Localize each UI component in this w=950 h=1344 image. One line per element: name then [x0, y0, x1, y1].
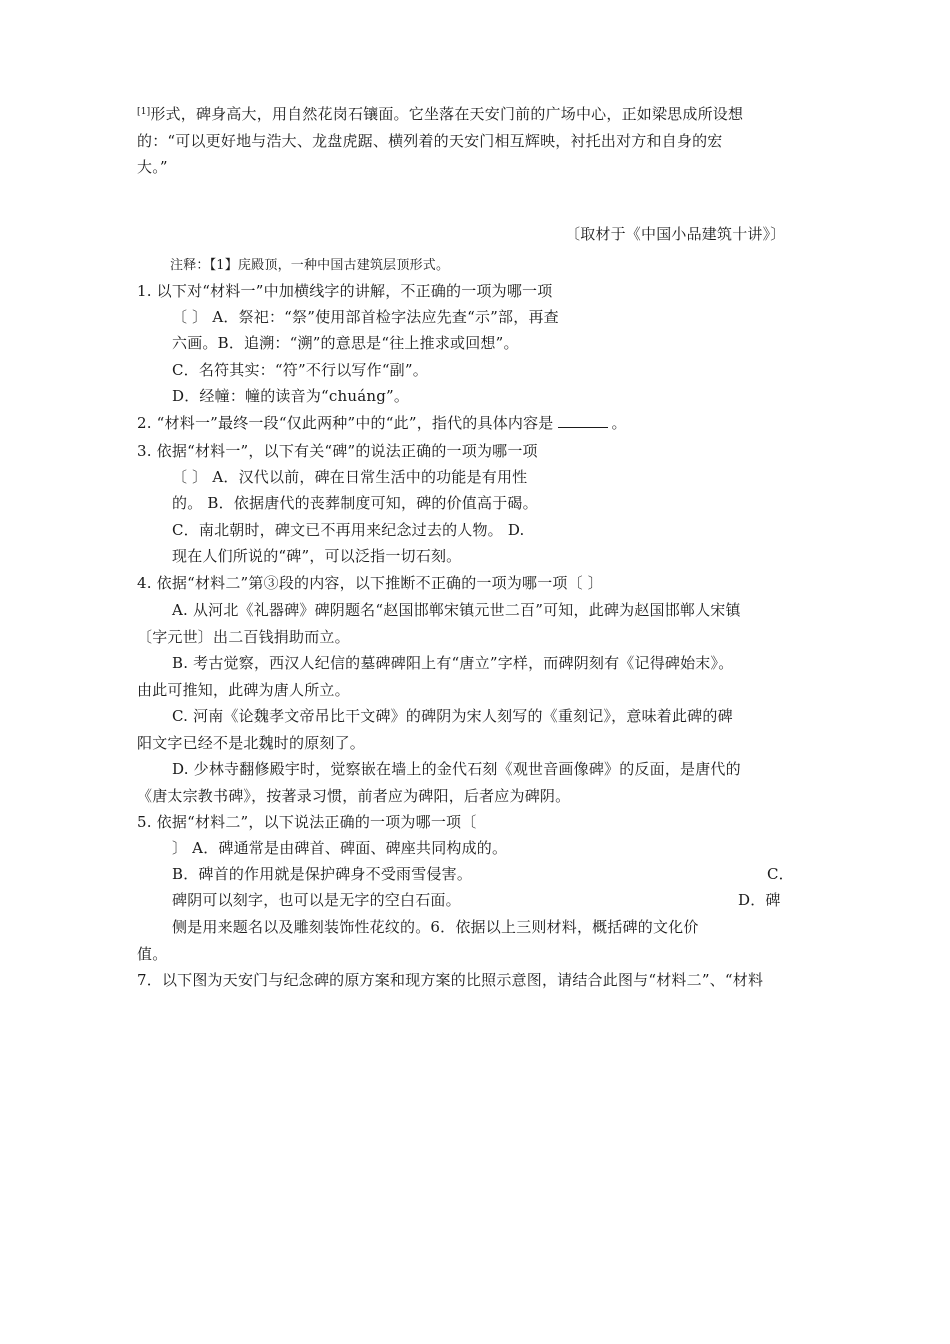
- question-4-option-b-line-1: B. 考古觉察，西汉人纪信的墓碑碑阳上有“唐立”字样，而碑阴刻有《记得碑始末》。: [172, 654, 734, 672]
- question-3-stem: 3. 依据“材料一”，以下有关“碑”的说法正确的一项为哪一项: [137, 442, 538, 460]
- question-5-line-1: 〕 A．碑通常是由碑首、碑面、碑座共同构成的。: [172, 839, 508, 857]
- question-4-option-b-line-2: 由此可推知，此碑为唐人所立。: [137, 681, 350, 699]
- question-3-line-2: 的。 B．依据唐代的丧葬制度可知，碑的价值高于碣。: [172, 494, 538, 512]
- question-2-end: 。: [611, 414, 627, 432]
- question-3-line-1: 〔 〕 A．汉代以前，碑在日常生活中的功能是有用性: [172, 468, 528, 486]
- question-5-line-2: B．碑首的作用就是保护碑身不受雨雪侵害。: [172, 865, 473, 883]
- question-4-option-c-line-2: 阳文字已经不是北魏时的原刻了。: [137, 734, 366, 752]
- passage-line-3: 大。”: [137, 158, 168, 176]
- question-2-stem: 2. “材料一”最终一段“仅此两种”中的“此”，指代的具体内容是: [137, 414, 554, 432]
- question-5-line-3: 碑阴可以刻字，也可以是无字的空白石面。: [172, 891, 461, 909]
- question-6-line-end: 值。: [137, 945, 168, 963]
- question-1-stem: 1. 以下对“材料一”中加横线字的讲解，不正确的一项为哪一项: [137, 282, 553, 300]
- question-4-option-a-line-1: A. 从河北《礼器碑》碑阴题名“赵国邯郸宋镇元世二百”可知，此碑为赵国邯郸人宋镇: [172, 601, 741, 619]
- question-5-line-2-right: C．: [767, 865, 794, 883]
- question-4-stem: 4. 依据“材料二”第③段的内容，以下推断不正确的一项为哪一项〔 〕: [137, 574, 603, 592]
- footnote-marker: [1]: [137, 107, 151, 117]
- question-1-line-2: 六画。B．追溯：“溯”的意思是“往上推求或回想”。: [172, 334, 519, 352]
- question-5-line-3-right: D．碑: [738, 891, 781, 909]
- question-1-line-1: 〔 〕 A．祭祀：“祭”使用部首检字法应先查“示”部，再查: [172, 308, 559, 326]
- question-5-line-4: 侧是用来题名以及雕刻装饰性花纹的。6．依据以上三则材料，概括碑的文化价: [172, 918, 699, 936]
- question-2: [137, 413, 627, 433]
- question-1-line-3: C．名符其实：“符”不行以写作“副”。: [172, 361, 428, 379]
- question-7-stem: 7．以下图为天安门与纪念碑的原方案和现方案的比照示意图，请结合此图与“材料二”、“材料: [137, 971, 764, 989]
- question-4-option-d-line-2: 《唐太宗教书碑》，按著录习惯，前者应为碑阳，后者应为碑阴。: [137, 787, 571, 805]
- source-citation: 〔取材于《中国小品建筑十讲》〕: [565, 225, 786, 243]
- question-3-line-3: C．南北朝时，碑文已不再用来纪念过去的人物。 D.: [172, 521, 525, 539]
- passage-line-2: 的：“可以更好地与浩大、龙盘虎踞、横列着的天安门相互辉映，衬托出对方和自身的宏: [137, 132, 723, 150]
- question-1-line-4: D．经幢：幢的读音为“chuáng”。: [172, 387, 410, 405]
- passage-text: 形式，碑身高大，用自然花岗石镶面。它坐落在天安门前的广场中心，正如梁思成所设想: [150, 105, 744, 123]
- question-3-line-4: 现在人们所说的“碑”，可以泛指一切石刻。: [172, 547, 462, 565]
- question-4-option-d-line-1: D. 少林寺翻修殿宇时，觉察嵌在墙上的金代石刻《观世音画像碑》的反面，是唐代的: [172, 760, 741, 778]
- question-4-option-a-line-2: 〔字元世〕出二百钱捐助而立。: [137, 628, 350, 646]
- answer-blank[interactable]: [558, 413, 608, 428]
- footnote-text: 注释：【1】庑殿顶，一种中国古建筑层顶形式。: [170, 258, 450, 273]
- question-5-stem: 5. 依据“材料二”，以下说法正确的一项为哪一项〔: [137, 813, 477, 831]
- question-4-option-c-line-1: C. 河南《论魏孝文帝吊比干文碑》的碑阴为宋人刻写的《重刻记》，意味着此碑的碑: [172, 707, 733, 725]
- passage-line-1: [137, 104, 743, 124]
